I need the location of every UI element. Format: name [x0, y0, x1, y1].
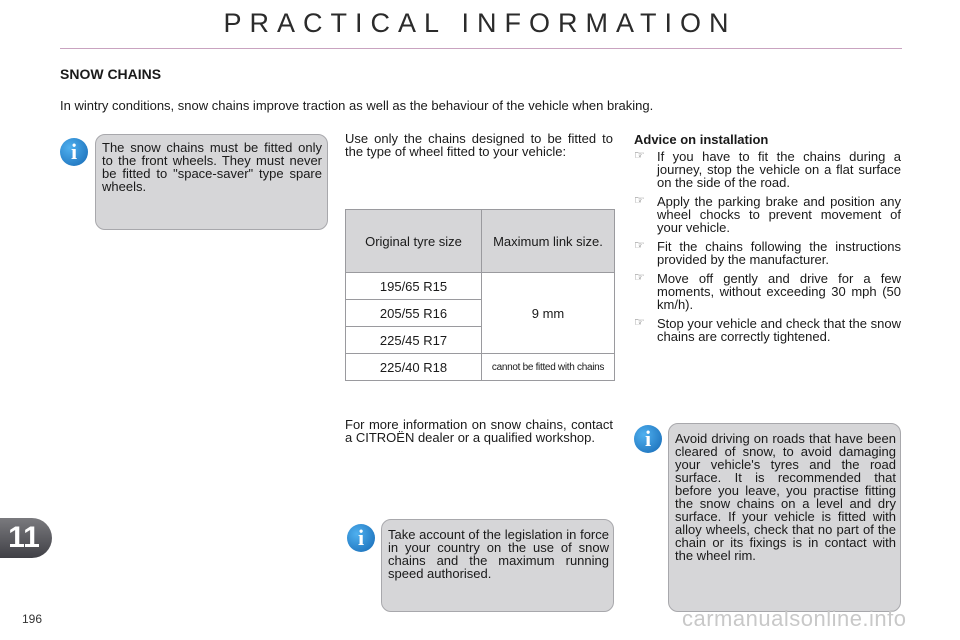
- intro-text: In wintry conditions, snow chains improve traction as well as the behaviour of the vehicle when braking.: [60, 98, 654, 113]
- section-heading: SNOW CHAINS: [60, 66, 162, 82]
- list-item: ☞ If you have to fit the chains during a journey, stop the vehicle on a flat surface on the side of the road.: [634, 148, 901, 190]
- list-item: ☞ Apply the parking brake and position any wheel chocks to prevent movement of your vehicle.: [634, 193, 901, 235]
- pointing-hand-icon: ☞: [634, 193, 645, 207]
- chapter-number: 11: [8, 521, 40, 554]
- list-item: ☞ Fit the chains following the instructions provided by the manufacturer.: [634, 238, 901, 267]
- page-title: PRACTICAL INFORMATION: [223, 8, 737, 38]
- table-row: [346, 273, 615, 300]
- title-divider: [60, 48, 902, 49]
- link-size-cell: cannot be fitted with chains: [482, 354, 615, 381]
- info-icon: i: [60, 138, 88, 166]
- info-icon: i: [634, 425, 662, 453]
- note-front-wheels-text: The snow chains must be fitted only to the front wheels. They must never be fitted to "space-saver" type spare wheels.: [102, 140, 322, 194]
- link-size-cell: 9 mm: [482, 273, 615, 354]
- list-item: ☞ Stop your vehicle and check that the snow chains are correctly tightened.: [634, 315, 901, 344]
- table-row: [346, 354, 615, 381]
- page-number: 196: [22, 612, 43, 626]
- more-info-text: For more information on snow chains, contact a CITROËN dealer or a qualified workshop.: [345, 417, 613, 445]
- table-header-link-size: Maximum link size.: [482, 210, 615, 273]
- advice-heading: Advice on installation: [634, 132, 769, 147]
- table-header-tyre-size: Original tyre size: [346, 210, 482, 273]
- list-item: ☞ Move off gently and drive for a few moments, without exceeding 30 mph (50 km/h).: [634, 270, 901, 312]
- pointing-hand-icon: ☞: [634, 148, 645, 162]
- note-legislation-text: Take account of the legislation in force in your country on the use of snow chains and the maximum running speed authorised.: [388, 527, 609, 581]
- pointing-hand-icon: ☞: [634, 238, 645, 252]
- watermark: carmanualsonline.info: [682, 606, 907, 631]
- advice-list: [634, 150, 901, 349]
- chains-instruction-text: Use only the chains designed to be fitted to the type of wheel fitted to your vehicle:: [345, 131, 613, 159]
- tyre-size-cell: 195/65 R15: [346, 273, 482, 300]
- pointing-hand-icon: ☞: [634, 270, 645, 284]
- tyre-size-cell: 205/55 R16: [346, 300, 482, 327]
- info-icon: i: [347, 524, 375, 552]
- pointing-hand-icon: ☞: [634, 315, 645, 329]
- tyre-size-cell: 225/40 R18: [346, 354, 482, 381]
- tyre-size-table: [345, 209, 615, 381]
- note-alloy-wheels-text: Avoid driving on roads that have been cleared of snow, to avoid damaging your vehicle's tyres and the road surface. It is recommended that before you leave, you practise fitting the snow chains on a level and dry surface. If your vehicle is fitted with alloy wheels, check that no part of the chain or its fixings is in contact with the wheel rim.: [675, 431, 896, 563]
- tyre-size-cell: 225/45 R17: [346, 327, 482, 354]
